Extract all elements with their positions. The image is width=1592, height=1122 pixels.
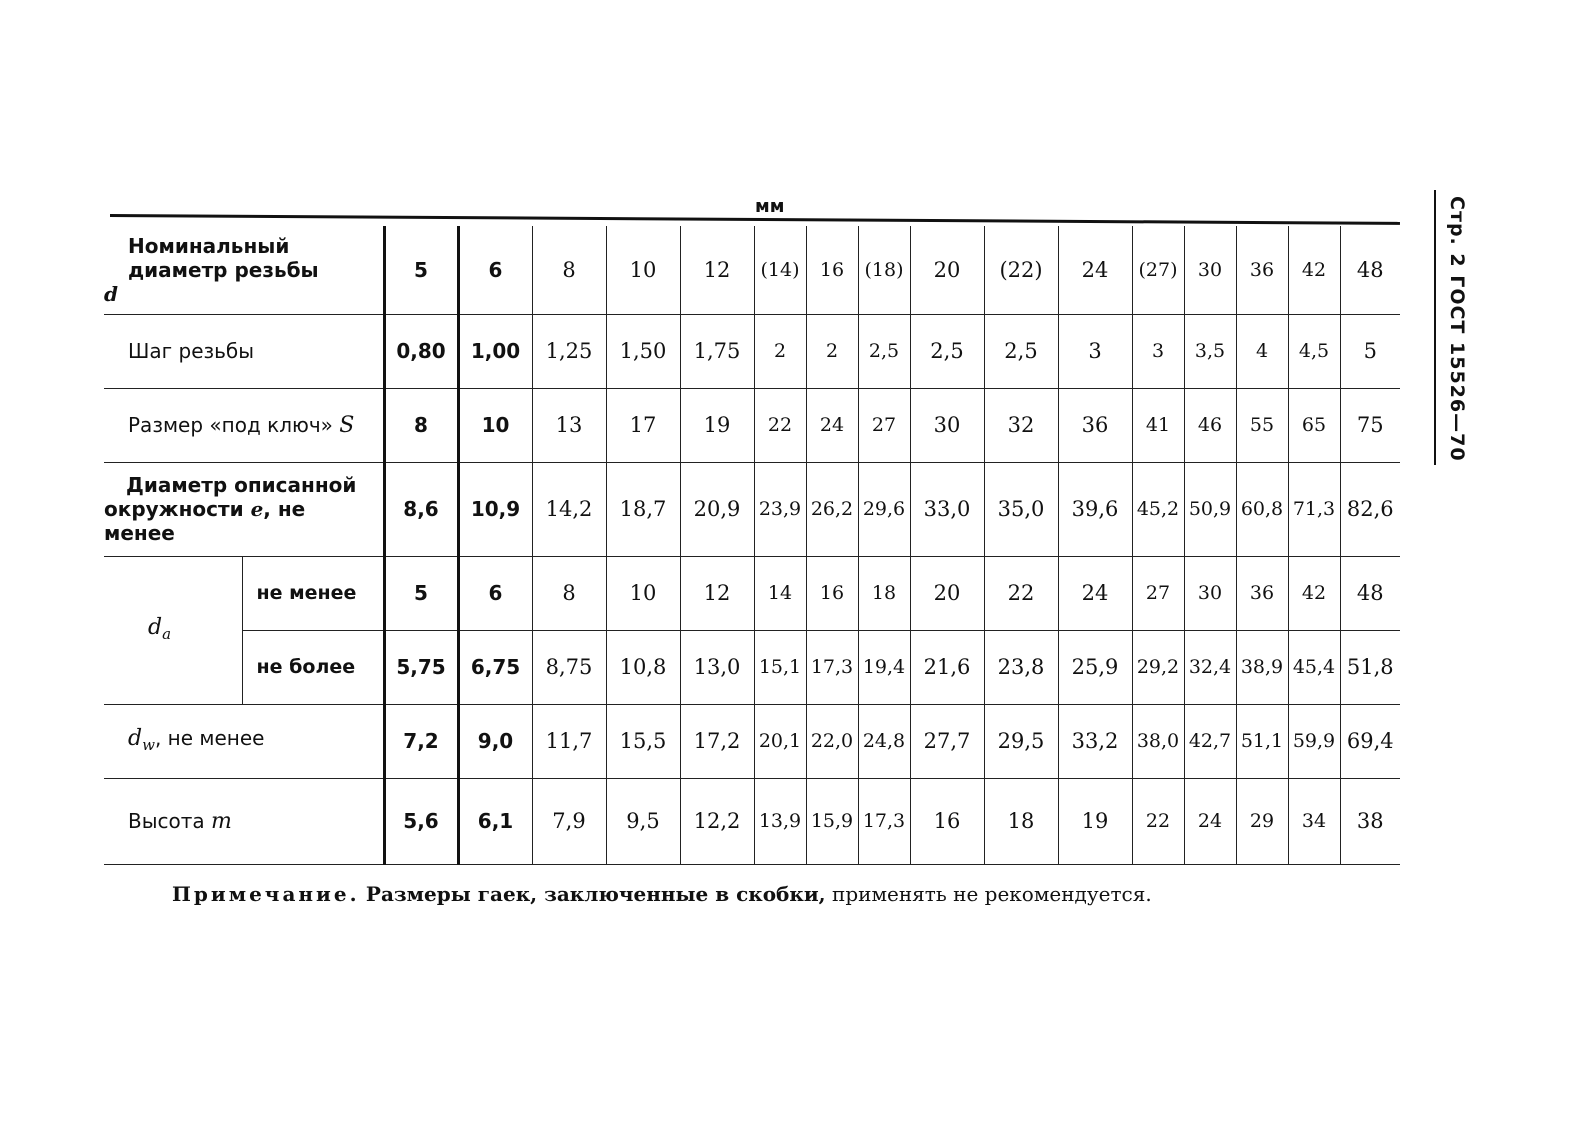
cell-5: 5,6 bbox=[384, 778, 458, 864]
row-sublabel: не менее bbox=[242, 556, 384, 630]
cell-5: 8,6 bbox=[384, 462, 458, 556]
cell-18: 19,4 bbox=[858, 630, 910, 704]
cell-30: 3,5 bbox=[1184, 314, 1236, 388]
cell-24: 19 bbox=[1058, 778, 1132, 864]
cell-5: 8 bbox=[384, 388, 458, 462]
cell-22: 29,5 bbox=[984, 704, 1058, 778]
cell-8: 1,25 bbox=[532, 314, 606, 388]
table-row bbox=[104, 704, 1400, 778]
cell-36: 36 bbox=[1236, 556, 1288, 630]
label-text: Шаг резьбы bbox=[128, 339, 255, 363]
cell-20: 30 bbox=[910, 388, 984, 462]
row-label bbox=[104, 462, 384, 556]
cell-6: 10,9 bbox=[458, 462, 532, 556]
cell-22: 2,5 bbox=[984, 314, 1058, 388]
cell-27: 27 bbox=[1132, 556, 1184, 630]
row-label bbox=[104, 704, 384, 778]
cell-8: 11,7 bbox=[532, 704, 606, 778]
table-row bbox=[104, 556, 1400, 630]
cell-42: 42 bbox=[1288, 556, 1340, 630]
cell-24: 24 bbox=[1058, 556, 1132, 630]
cell-36: 55 bbox=[1236, 388, 1288, 462]
cell-22: 18 bbox=[984, 778, 1058, 864]
cell-48: 75 bbox=[1340, 388, 1400, 462]
cell-14: 2 bbox=[754, 314, 806, 388]
cell-16: 24 bbox=[806, 388, 858, 462]
cell-42: 4,5 bbox=[1288, 314, 1340, 388]
page-side-header: Стр. 2 ГОСТ 15526—70 bbox=[1446, 196, 1468, 462]
cell-20: 20 bbox=[910, 226, 984, 314]
cell-12: 13,0 bbox=[680, 630, 754, 704]
cell-48: 5 bbox=[1340, 314, 1400, 388]
cell-36: 51,1 bbox=[1236, 704, 1288, 778]
table-row bbox=[104, 778, 1400, 864]
label-symbol: d bbox=[148, 614, 163, 640]
cell-12: 12 bbox=[680, 556, 754, 630]
cell-6: 6,75 bbox=[458, 630, 532, 704]
cell-20: 2,5 bbox=[910, 314, 984, 388]
cell-14: (14) bbox=[754, 226, 806, 314]
cell-18: 24,8 bbox=[858, 704, 910, 778]
cell-6: 6,1 bbox=[458, 778, 532, 864]
row-label bbox=[104, 388, 384, 462]
footnote-bold-text: Размеры гаек, заключенные в скобки, bbox=[365, 882, 826, 906]
footnote-text: применять не рекомендуется. bbox=[832, 882, 1152, 906]
dimensions-table bbox=[104, 226, 1400, 865]
label-text: Номинальный диаметр резьбы bbox=[128, 233, 319, 282]
cell-12: 12,2 bbox=[680, 778, 754, 864]
cell-16: 16 bbox=[806, 556, 858, 630]
label-symbol: e bbox=[250, 497, 264, 521]
side-rule bbox=[1434, 190, 1436, 465]
cell-22: 23,8 bbox=[984, 630, 1058, 704]
cell-27: 38,0 bbox=[1132, 704, 1184, 778]
cell-8: 8 bbox=[532, 226, 606, 314]
cell-30: 24 bbox=[1184, 778, 1236, 864]
label-symbol: m bbox=[211, 808, 232, 834]
cell-14: 15,1 bbox=[754, 630, 806, 704]
row-label bbox=[104, 226, 384, 314]
unit-label: мм bbox=[755, 196, 785, 217]
cell-12: 1,75 bbox=[680, 314, 754, 388]
table-row bbox=[104, 314, 1400, 388]
cell-14: 22 bbox=[754, 388, 806, 462]
table-row bbox=[104, 630, 1400, 704]
cell-8: 14,2 bbox=[532, 462, 606, 556]
cell-8: 8 bbox=[532, 556, 606, 630]
cell-20: 16 bbox=[910, 778, 984, 864]
label-subscript: a bbox=[162, 624, 172, 643]
cell-6: 1,00 bbox=[458, 314, 532, 388]
cell-6: 10 bbox=[458, 388, 532, 462]
cell-27: (27) bbox=[1132, 226, 1184, 314]
cell-14: 14 bbox=[754, 556, 806, 630]
cell-5: 7,2 bbox=[384, 704, 458, 778]
cell-10: 10 bbox=[606, 226, 680, 314]
cell-48: 82,6 bbox=[1340, 462, 1400, 556]
cell-24: 33,2 bbox=[1058, 704, 1132, 778]
cell-10: 10,8 bbox=[606, 630, 680, 704]
cell-10: 10 bbox=[606, 556, 680, 630]
cell-20: 21,6 bbox=[910, 630, 984, 704]
label-symbol: S bbox=[339, 412, 355, 438]
table-row bbox=[104, 226, 1400, 314]
cell-16: 2 bbox=[806, 314, 858, 388]
cell-22: 32 bbox=[984, 388, 1058, 462]
cell-48: 51,8 bbox=[1340, 630, 1400, 704]
cell-22: 22 bbox=[984, 556, 1058, 630]
cell-12: 17,2 bbox=[680, 704, 754, 778]
cell-42: 42 bbox=[1288, 226, 1340, 314]
cell-30: 42,7 bbox=[1184, 704, 1236, 778]
cell-42: 34 bbox=[1288, 778, 1340, 864]
cell-14: 23,9 bbox=[754, 462, 806, 556]
cell-10: 17 bbox=[606, 388, 680, 462]
label-symbol: d bbox=[104, 281, 118, 306]
cell-5: 5,75 bbox=[384, 630, 458, 704]
cell-8: 7,9 bbox=[532, 778, 606, 864]
cell-30: 32,4 bbox=[1184, 630, 1236, 704]
cell-12: 20,9 bbox=[680, 462, 754, 556]
label-text: Высота bbox=[128, 808, 205, 833]
cell-16: 26,2 bbox=[806, 462, 858, 556]
label-line-2: окружности bbox=[104, 497, 244, 521]
cell-27: 3 bbox=[1132, 314, 1184, 388]
cell-48: 48 bbox=[1340, 556, 1400, 630]
label-text: , не менее bbox=[154, 725, 265, 750]
footnote-heading: Примечание. bbox=[172, 882, 360, 906]
cell-48: 48 bbox=[1340, 226, 1400, 314]
cell-18: 29,6 bbox=[858, 462, 910, 556]
cell-18: 18 bbox=[858, 556, 910, 630]
cell-6: 6 bbox=[458, 556, 532, 630]
cell-48: 38 bbox=[1340, 778, 1400, 864]
cell-42: 59,9 bbox=[1288, 704, 1340, 778]
label-text: Размер «под ключ» bbox=[128, 412, 333, 437]
cell-20: 20 bbox=[910, 556, 984, 630]
cell-18: (18) bbox=[858, 226, 910, 314]
cell-27: 45,2 bbox=[1132, 462, 1184, 556]
row-label-da bbox=[104, 556, 242, 704]
cell-16: 16 bbox=[806, 226, 858, 314]
cell-10: 15,5 bbox=[606, 704, 680, 778]
cell-24: 25,9 bbox=[1058, 630, 1132, 704]
cell-24: 39,6 bbox=[1058, 462, 1132, 556]
cell-10: 1,50 bbox=[606, 314, 680, 388]
cell-10: 18,7 bbox=[606, 462, 680, 556]
label-subscript: w bbox=[142, 735, 155, 754]
cell-8: 13 bbox=[532, 388, 606, 462]
cell-24: 24 bbox=[1058, 226, 1132, 314]
cell-30: 30 bbox=[1184, 556, 1236, 630]
cell-42: 45,4 bbox=[1288, 630, 1340, 704]
table-row bbox=[104, 388, 1400, 462]
cell-30: 30 bbox=[1184, 226, 1236, 314]
cell-30: 50,9 bbox=[1184, 462, 1236, 556]
cell-5: 5 bbox=[384, 226, 458, 314]
cell-16: 17,3 bbox=[806, 630, 858, 704]
cell-14: 20,1 bbox=[754, 704, 806, 778]
cell-48: 69,4 bbox=[1340, 704, 1400, 778]
cell-20: 27,7 bbox=[910, 704, 984, 778]
cell-24: 36 bbox=[1058, 388, 1132, 462]
table-row bbox=[104, 462, 1400, 556]
cell-20: 33,0 bbox=[910, 462, 984, 556]
cell-27: 41 bbox=[1132, 388, 1184, 462]
footnote bbox=[172, 882, 1152, 906]
cell-27: 29,2 bbox=[1132, 630, 1184, 704]
label-symbol: d bbox=[128, 725, 143, 751]
cell-14: 13,9 bbox=[754, 778, 806, 864]
cell-16: 15,9 bbox=[806, 778, 858, 864]
label-line-2-end: , не менее bbox=[104, 497, 306, 545]
row-label bbox=[104, 778, 384, 864]
cell-36: 29 bbox=[1236, 778, 1288, 864]
cell-18: 27 bbox=[858, 388, 910, 462]
cell-30: 46 bbox=[1184, 388, 1236, 462]
cell-36: 60,8 bbox=[1236, 462, 1288, 556]
cell-24: 3 bbox=[1058, 314, 1132, 388]
cell-36: 38,9 bbox=[1236, 630, 1288, 704]
cell-5: 5 bbox=[384, 556, 458, 630]
cell-22: (22) bbox=[984, 226, 1058, 314]
cell-18: 17,3 bbox=[858, 778, 910, 864]
cell-16: 22,0 bbox=[806, 704, 858, 778]
cell-42: 65 bbox=[1288, 388, 1340, 462]
cell-22: 35,0 bbox=[984, 462, 1058, 556]
label-line-1: Диаметр описанной bbox=[126, 473, 357, 497]
cell-10: 9,5 bbox=[606, 778, 680, 864]
cell-8: 8,75 bbox=[532, 630, 606, 704]
cell-12: 19 bbox=[680, 388, 754, 462]
cell-18: 2,5 bbox=[858, 314, 910, 388]
row-label bbox=[104, 314, 384, 388]
row-sublabel: не более bbox=[242, 630, 384, 704]
cell-5: 0,80 bbox=[384, 314, 458, 388]
cell-36: 36 bbox=[1236, 226, 1288, 314]
cell-12: 12 bbox=[680, 226, 754, 314]
cell-6: 9,0 bbox=[458, 704, 532, 778]
cell-6: 6 bbox=[458, 226, 532, 314]
cell-36: 4 bbox=[1236, 314, 1288, 388]
cell-42: 71,3 bbox=[1288, 462, 1340, 556]
cell-27: 22 bbox=[1132, 778, 1184, 864]
